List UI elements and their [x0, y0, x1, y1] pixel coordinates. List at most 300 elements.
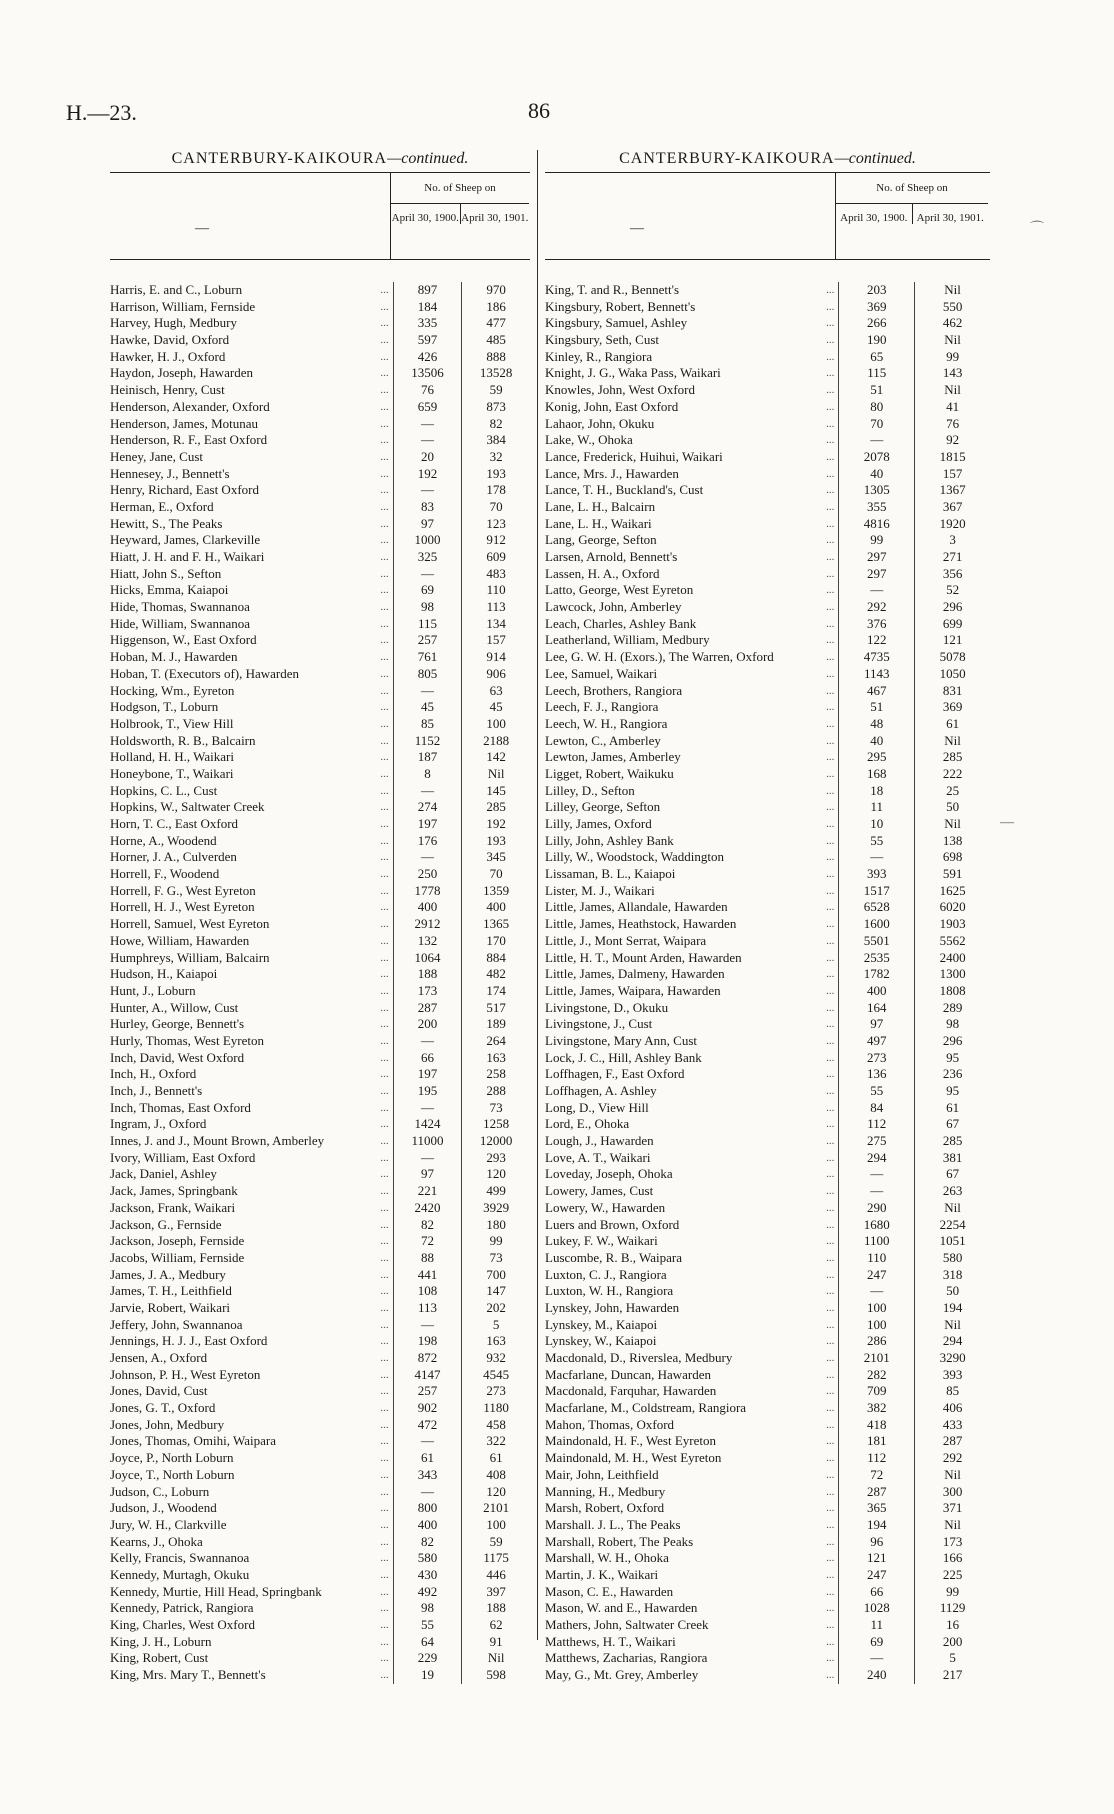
- leader-dots: ...: [380, 1352, 389, 1364]
- leader-dots: ...: [826, 1585, 835, 1598]
- sheep-1901: 292: [914, 1450, 990, 1467]
- table-row: [545, 966, 990, 983]
- sheep-1900: 11000: [393, 1133, 462, 1150]
- sheep-1900: 1778: [393, 883, 462, 900]
- sheep-label: No. of Sheep on: [836, 173, 988, 204]
- leader-dots: ...: [380, 1085, 389, 1097]
- table-row: [545, 883, 990, 900]
- sheep-1900: 805: [393, 666, 462, 683]
- sheep-1900: 418: [838, 1417, 914, 1434]
- table-row: [110, 666, 530, 683]
- sheep-1900: —: [393, 432, 462, 449]
- leader-dots: ...: [380, 417, 389, 430]
- leader-dots: ...: [380, 334, 389, 347]
- sheep-1900: —: [393, 1317, 462, 1334]
- left-table-body: [110, 282, 530, 1684]
- owner-name: King, Robert, Cust: [110, 1650, 209, 1666]
- sheep-1900: 294: [838, 1150, 914, 1167]
- leader-dots: ...: [380, 1602, 389, 1615]
- sheep-1900: 112: [838, 1450, 914, 1467]
- sheep-1901: 189: [461, 1016, 530, 1033]
- table-row: [545, 1000, 990, 1017]
- leader-dots: ...: [380, 934, 389, 947]
- sheep-1900: 2912: [393, 916, 462, 933]
- sheep-1901: 400: [461, 899, 530, 916]
- sheep-1900: 1600: [838, 916, 914, 933]
- sheep-1900: 85: [393, 716, 462, 733]
- sheep-1900: 168: [838, 766, 914, 783]
- leader-dots: ...: [826, 667, 835, 680]
- owner-name: Macfarlane, Duncan, Hawarden: [545, 1366, 712, 1382]
- owner-name: Hunt, J., Loburn: [110, 982, 196, 998]
- sheep-1901: 970: [461, 282, 530, 299]
- table-row: [110, 933, 530, 950]
- leader-dots: ...: [380, 901, 389, 914]
- sheep-1901: 99: [914, 1584, 990, 1601]
- sheep-label: No. of Sheep on: [391, 173, 529, 204]
- leader-dots: ...: [826, 1301, 835, 1314]
- sheep-1900: 122: [838, 632, 914, 649]
- sheep-1901: Nil: [914, 1200, 990, 1217]
- owner-name: Lance, Frederick, Huihui, Waikari: [545, 448, 723, 464]
- leader-dots: ...: [380, 884, 389, 897]
- sheep-1901: 408: [461, 1467, 530, 1484]
- table-row: [110, 499, 530, 516]
- owner-name: Lilley, D., Sefton: [545, 782, 635, 798]
- owner-name: Heinisch, Henry, Cust: [110, 382, 225, 398]
- sheep-1901: 458: [461, 1417, 530, 1434]
- table-row: [110, 1500, 530, 1517]
- owner-name: Honeybone, T., Waikari: [110, 765, 234, 781]
- owner-name: Henderson, James, Motunau: [110, 415, 259, 431]
- sheep-1901: 1175: [461, 1550, 530, 1567]
- sheep-1901: 831: [914, 683, 990, 700]
- leader-dots: ...: [826, 567, 835, 580]
- leader-dots: ...: [380, 734, 389, 747]
- sheep-1901: 5078: [914, 649, 990, 666]
- leader-dots: ...: [380, 1318, 389, 1331]
- owner-name: Little, James, Dalmeny, Hawarden: [545, 966, 725, 982]
- leader-dots: ...: [380, 1201, 389, 1214]
- table-row: [545, 983, 990, 1000]
- table-row: [545, 365, 990, 382]
- left-table-header: [110, 173, 530, 260]
- table-row: [545, 466, 990, 483]
- leader-dots: ...: [380, 1135, 389, 1148]
- leader-dots: ...: [380, 1568, 389, 1581]
- owner-name: Jennings, H. J. J., East Oxford: [110, 1333, 268, 1349]
- leader-dots: ...: [380, 1168, 389, 1181]
- sheep-1900: 184: [393, 299, 462, 316]
- leader-dots: ...: [380, 634, 389, 647]
- table-row: [545, 866, 990, 883]
- sheep-1901: 406: [914, 1400, 990, 1417]
- sheep-1900: 4147: [393, 1367, 462, 1384]
- sheep-1900: 188: [393, 966, 462, 983]
- sheep-1901: 483: [461, 566, 530, 583]
- sheep-1900: 10: [838, 816, 914, 833]
- sheep-1900: 382: [838, 1400, 914, 1417]
- sheep-1901: 225: [914, 1567, 990, 1584]
- owner-name: Hudson, H., Kaiapoi: [110, 966, 218, 982]
- sheep-count-header: [835, 173, 988, 259]
- owner-name: Lowery, W., Hawarden: [545, 1199, 666, 1215]
- table-row: [110, 816, 530, 833]
- table-row: [110, 916, 530, 933]
- leader-dots: ...: [826, 1619, 835, 1631]
- leader-dots: ...: [826, 1385, 835, 1398]
- owner-name: Leech, W. H., Rangiora: [545, 715, 668, 731]
- leader-dots: ...: [826, 868, 835, 881]
- owner-name: Marshall. J. L., The Peaks: [545, 1516, 681, 1532]
- owner-name: Love, A. T., Waikari: [545, 1149, 651, 1165]
- sheep-1901: 61: [914, 1100, 990, 1117]
- sheep-1901: 217: [914, 1667, 990, 1684]
- table-row: [110, 1550, 530, 1567]
- sheep-1900: 393: [838, 866, 914, 883]
- sheep-1901: 3290: [914, 1350, 990, 1367]
- leader-dots: ...: [380, 1435, 389, 1448]
- owner-name: Kingsbury, Samuel, Ashley: [545, 315, 688, 331]
- table-row: [545, 1517, 990, 1534]
- sheep-1900: —: [393, 416, 462, 433]
- sheep-1901: 700: [461, 1267, 530, 1284]
- leader-dots: ...: [826, 1218, 835, 1231]
- sheep-1901: 5: [461, 1317, 530, 1334]
- leader-dots: ...: [826, 484, 835, 497]
- sheep-1901: 13528: [461, 365, 530, 382]
- table-row: [545, 499, 990, 516]
- leader-dots: ...: [380, 534, 389, 547]
- leader-dots: ...: [380, 1301, 389, 1314]
- leader-dots: ...: [826, 767, 835, 780]
- table-row: [545, 432, 990, 449]
- sheep-1901: Nil: [914, 382, 990, 399]
- leader-dots: ...: [826, 1118, 835, 1131]
- sheep-1901: 369: [914, 699, 990, 716]
- sheep-1901: 462: [914, 315, 990, 332]
- sheep-1900: 11: [838, 799, 914, 816]
- leader-dots: ...: [826, 751, 835, 764]
- leader-dots: ...: [826, 1001, 835, 1014]
- table-row: [545, 1650, 990, 1667]
- table-row: [110, 399, 530, 416]
- sheep-1900: 61: [393, 1450, 462, 1467]
- table-row: [110, 983, 530, 1000]
- owner-name: Lane, L. H., Waikari: [545, 515, 652, 531]
- sheep-1900: 173: [393, 983, 462, 1000]
- owner-name: Jack, Daniel, Ashley: [110, 1166, 217, 1182]
- leader-dots: ...: [380, 284, 389, 296]
- sheep-1900: 240: [838, 1667, 914, 1684]
- sheep-1901: Nil: [914, 733, 990, 750]
- sheep-1900: —: [393, 849, 462, 866]
- sheep-1900: 472: [393, 1417, 462, 1434]
- leader-dots: ...: [826, 1552, 835, 1565]
- owner-name: Horner, J. A., Culverden: [110, 849, 237, 865]
- leader-dots: ...: [380, 584, 389, 597]
- owner-name: Hawke, David, Oxford: [110, 332, 230, 348]
- right-column: [545, 150, 990, 1684]
- leader-dots: ...: [826, 1268, 835, 1281]
- leader-dots: ...: [826, 651, 835, 664]
- sheep-1900: 65: [838, 349, 914, 366]
- sheep-1901: 123: [461, 516, 530, 533]
- sheep-1901: 477: [461, 315, 530, 332]
- sheep-1900: 2078: [838, 449, 914, 466]
- leader-dots: ...: [380, 868, 389, 881]
- sheep-1901: 699: [914, 616, 990, 633]
- owner-name: Marshall, W. H., Ohoka: [545, 1550, 669, 1566]
- sheep-1900: 282: [838, 1367, 914, 1384]
- sheep-1901: 163: [461, 1050, 530, 1067]
- table-row: [110, 966, 530, 983]
- table-row: [110, 1066, 530, 1083]
- sheep-1901: 147: [461, 1283, 530, 1300]
- leader-dots: ...: [826, 818, 835, 830]
- sheep-1900: —: [393, 566, 462, 583]
- sheep-1901: Nil: [914, 332, 990, 349]
- right-table-body: [545, 282, 990, 1684]
- owner-name: James, T. H., Leithfield: [110, 1283, 232, 1299]
- sheep-1900: 800: [393, 1500, 462, 1517]
- sheep-1901: 884: [461, 950, 530, 967]
- sheep-1900: 325: [393, 549, 462, 566]
- leader-dots: ...: [380, 1535, 389, 1548]
- table-row: [110, 1450, 530, 1467]
- sheep-1901: 591: [914, 866, 990, 883]
- table-row: [545, 632, 990, 649]
- leader-dots: ...: [826, 801, 835, 814]
- sheep-1901: 142: [461, 749, 530, 766]
- table-row: [545, 699, 990, 716]
- owner-name: Lowery, James, Cust: [545, 1183, 654, 1199]
- leader-dots: ...: [380, 751, 389, 764]
- sheep-1900: —: [393, 783, 462, 800]
- sheep-1900: 1782: [838, 966, 914, 983]
- sheep-1900: 55: [838, 833, 914, 850]
- sheep-1900: 82: [393, 1534, 462, 1551]
- owner-name: Holland, H. H., Waikari: [110, 749, 234, 765]
- table-row: [545, 1016, 990, 1033]
- sheep-1901: Nil: [914, 816, 990, 833]
- sheep-1901: 384: [461, 432, 530, 449]
- leader-dots: ...: [380, 918, 389, 931]
- leader-dots: ...: [826, 1018, 835, 1031]
- sheep-1900: 295: [838, 749, 914, 766]
- table-row: [545, 1484, 990, 1501]
- owner-name: Konig, John, East Oxford: [545, 398, 679, 414]
- table-row: [110, 1317, 530, 1334]
- owner-name: Ligget, Robert, Waikuku: [545, 765, 674, 781]
- table-row: [110, 582, 530, 599]
- owner-name: Harris, E. and C., Loburn: [110, 282, 243, 297]
- leader-dots: ...: [380, 317, 389, 330]
- table-row: [545, 733, 990, 750]
- leader-dots: ...: [826, 1051, 835, 1064]
- sheep-1900: 2535: [838, 950, 914, 967]
- owner-name: Hodgson, T., Loburn: [110, 699, 219, 715]
- sheep-1901: 517: [461, 1000, 530, 1017]
- sheep-1901: 3929: [461, 1200, 530, 1217]
- table-row: [110, 1333, 530, 1350]
- table-row: [110, 632, 530, 649]
- sheep-1900: 80: [838, 399, 914, 416]
- table-row: [110, 532, 530, 549]
- leader-dots: ...: [380, 1652, 389, 1665]
- owner-name: Jones, John, Medbury: [110, 1416, 225, 1432]
- report-code: H.—23.: [66, 100, 137, 125]
- sheep-1901: 285: [914, 749, 990, 766]
- sheep-1901: 1815: [914, 449, 990, 466]
- leader-dots: ...: [826, 334, 835, 347]
- owner-name: Lough, J., Hawarden: [545, 1133, 654, 1149]
- sheep-1901: 433: [914, 1417, 990, 1434]
- owner-name: Hurly, Thomas, West Eyreton: [110, 1032, 264, 1048]
- table-row: [110, 799, 530, 816]
- table-row: [545, 1116, 990, 1133]
- table-row: [545, 1567, 990, 1584]
- leader-dots: ...: [380, 1418, 389, 1431]
- table-row: [545, 1500, 990, 1517]
- table-row: [545, 749, 990, 766]
- table-row: [110, 766, 530, 783]
- leader-dots: ...: [380, 1452, 389, 1465]
- table-row: [110, 1016, 530, 1033]
- leader-dots: ...: [826, 1185, 835, 1198]
- sheep-1900: 84: [838, 1100, 914, 1117]
- sheep-1901: 50: [914, 799, 990, 816]
- owner-name: Lang, George, Sefton: [545, 532, 657, 548]
- sheep-1901: 61: [914, 716, 990, 733]
- table-row: [110, 649, 530, 666]
- owner-name: Jack, James, Springbank: [110, 1183, 238, 1199]
- sheep-1900: 247: [838, 1567, 914, 1584]
- leader-dots: ...: [826, 1085, 835, 1097]
- owner-name: Hewitt, S., The Peaks: [110, 515, 223, 531]
- table-row: [545, 1634, 990, 1651]
- owner-name: Matthews, Zacharias, Rangiora: [545, 1650, 708, 1666]
- owner-name: Mahon, Thomas, Oxford: [545, 1416, 675, 1432]
- sheep-1900: 1517: [838, 883, 914, 900]
- owner-name: James, J. A., Medbury: [110, 1266, 226, 1282]
- sheep-1900: —: [393, 482, 462, 499]
- owner-name: Maindonald, M. H., West Eyreton: [545, 1450, 722, 1466]
- table-row: [545, 1433, 990, 1450]
- owner-name: Lassen, H. A., Oxford: [545, 565, 660, 581]
- leader-dots: ...: [380, 1468, 389, 1481]
- year-1900-header: April 30, 1900.: [840, 212, 908, 224]
- table-row: [545, 899, 990, 916]
- sheep-1901: 99: [461, 1233, 530, 1250]
- sheep-1900: 194: [838, 1517, 914, 1534]
- year-1901-header: April 30, 1901.: [912, 204, 989, 224]
- leader-dots: ...: [380, 1235, 389, 1248]
- leader-dots: ...: [826, 1068, 835, 1081]
- sheep-1900: 400: [393, 899, 462, 916]
- table-row: [110, 432, 530, 449]
- leader-dots: ...: [826, 1285, 835, 1298]
- owner-name: Hide, William, Swannanoa: [110, 615, 251, 631]
- owner-name: Jones, Thomas, Omihi, Waipara: [110, 1433, 277, 1449]
- sheep-1901: 180: [461, 1217, 530, 1234]
- leader-dots: ...: [826, 1402, 835, 1415]
- owner-name: Livingstone, D., Okuku: [545, 999, 669, 1015]
- sheep-1901: 67: [914, 1166, 990, 1183]
- sheep-1901: 70: [461, 866, 530, 883]
- table-row: [110, 1050, 530, 1067]
- owner-name: Horrell, Samuel, West Eyreton: [110, 916, 270, 932]
- sheep-1901: 318: [914, 1267, 990, 1284]
- leader-dots: ...: [380, 1218, 389, 1231]
- sheep-1900: 1064: [393, 950, 462, 967]
- owner-name: Joyce, P., North Loburn: [110, 1450, 234, 1466]
- table-row: [545, 1233, 990, 1250]
- leader-dots: ...: [380, 617, 389, 630]
- sheep-1901: 16: [914, 1617, 990, 1634]
- table-row: [545, 332, 990, 349]
- owner-name: Manning, H., Medbury: [545, 1483, 666, 1499]
- table-row: [545, 1584, 990, 1601]
- sheep-1900: —: [838, 582, 914, 599]
- leader-dots: ...: [380, 1619, 389, 1631]
- owner-name: Lynskey, W., Kaiapoi: [545, 1333, 657, 1349]
- owner-name: Luscombe, R. B., Waipara: [545, 1249, 682, 1265]
- leader-dots: ...: [826, 284, 835, 296]
- sheep-1901: 170: [461, 933, 530, 950]
- sheep-1900: 286: [838, 1333, 914, 1350]
- year-1900-header: April 30, 1900.: [391, 212, 459, 224]
- sheep-1900: 275: [838, 1133, 914, 1150]
- sheep-1900: 1143: [838, 666, 914, 683]
- leader-dots: ...: [826, 417, 835, 430]
- owner-name: Luxton, C. J., Rangiora: [545, 1266, 667, 1282]
- sheep-1901: 258: [461, 1066, 530, 1083]
- sheep-1900: 121: [838, 1550, 914, 1567]
- sheep-1901: Nil: [914, 1517, 990, 1534]
- table-row: [545, 799, 990, 816]
- owner-name: Kingsbury, Robert, Bennett's: [545, 298, 696, 314]
- table-row: [110, 1383, 530, 1400]
- sheep-1900: 343: [393, 1467, 462, 1484]
- sheep-1901: 1903: [914, 916, 990, 933]
- owner-name: King, J. H., Loburn: [110, 1633, 212, 1649]
- table-row: [545, 1150, 990, 1167]
- owner-name: Henderson, R. F., East Oxford: [110, 432, 268, 448]
- owner-name: Maindonald, H. F., West Eyreton: [545, 1433, 716, 1449]
- leader-dots: ...: [826, 500, 835, 513]
- table-row: [545, 1450, 990, 1467]
- sheep-1901: 1258: [461, 1116, 530, 1133]
- table-row: [545, 1217, 990, 1234]
- sheep-1900: 187: [393, 749, 462, 766]
- owner-name: Hiatt, John S., Sefton: [110, 565, 222, 581]
- sheep-1901: 287: [914, 1433, 990, 1450]
- owner-name: Little, James, Heathstock, Hawarden: [545, 916, 737, 932]
- sheep-1900: 192: [393, 466, 462, 483]
- sheep-1901: 222: [914, 766, 990, 783]
- leader-dots: ...: [380, 1101, 389, 1114]
- leader-dots: ...: [826, 1485, 835, 1498]
- sheep-1900: 902: [393, 1400, 462, 1417]
- sheep-1900: 190: [838, 332, 914, 349]
- sheep-1901: 550: [914, 299, 990, 316]
- sheep-1901: 45: [461, 699, 530, 716]
- leader-dots: ...: [380, 1335, 389, 1348]
- sheep-1901: 193: [461, 466, 530, 483]
- sheep-1900: —: [838, 1183, 914, 1200]
- sheep-1900: 2420: [393, 1200, 462, 1217]
